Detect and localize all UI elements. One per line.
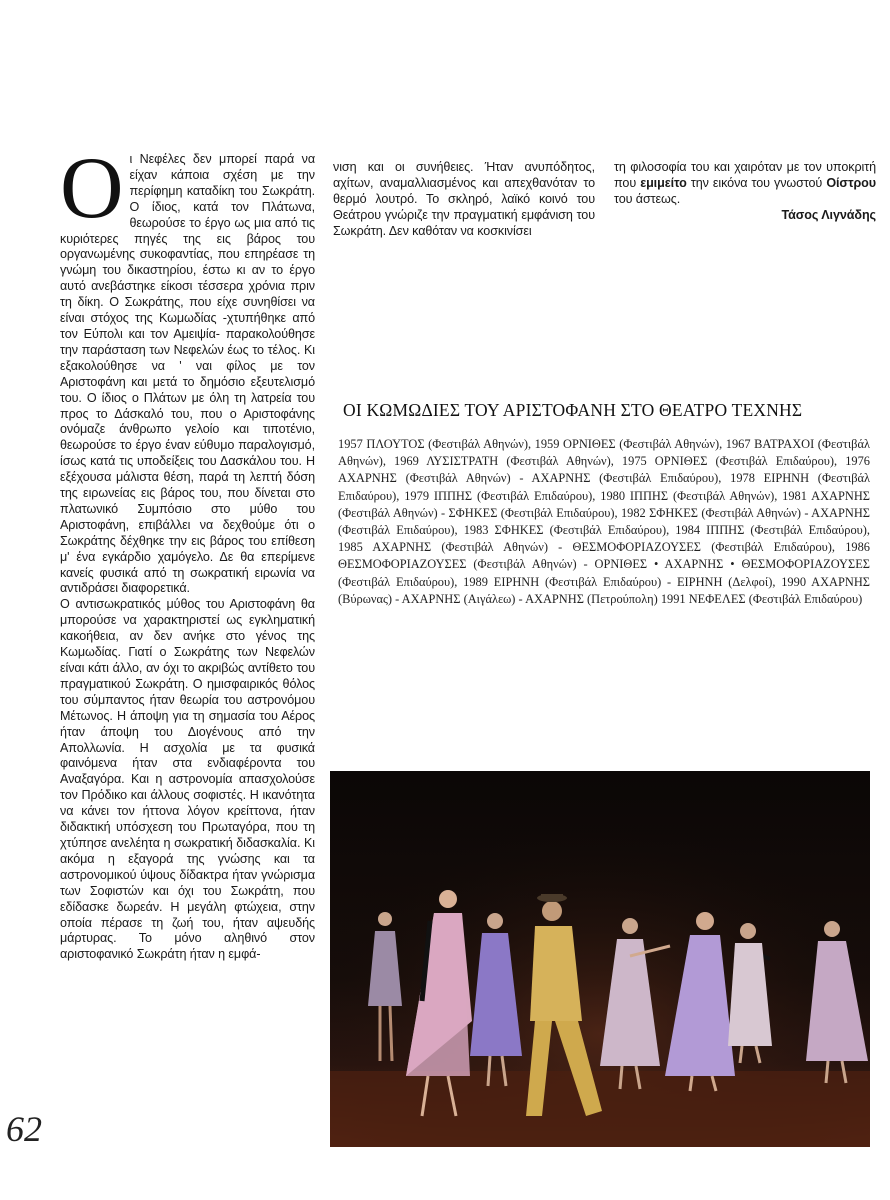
text-run: την εικόνα του γνωστού [686, 175, 827, 190]
drop-cap: Ο [60, 140, 124, 237]
stage-photo-illustration [330, 771, 870, 1147]
author-signature: Τάσος Λιγνάδης [781, 207, 876, 222]
article-column-3 [614, 160, 876, 224]
text-run: του άστεως. [614, 191, 681, 206]
article-column-1 [60, 140, 315, 963]
article-paragraph-3: νιση και οι συνήθειες. Ήταν ανυπόδητος, αχίτων, αναμαλλιασμένος και απεχθανόταν το θερμό λουτρό. Το σκληρό, λαϊκό κοινό του Θεάτρου γνώριζε την πραγματική εμφάνιση του Σωκράτη. Δεν καθόταν να κοσκινίσει [333, 160, 595, 238]
article-paragraph-2: Ο αντισωκρατικός μύθος του Αριστοφάνη θα μπορούσε να χαρακτηριστεί ως εγκληματική κακοήθεια, αν δεν ανήκε στο γένος της Κωμωδίας. Γιατί ο Σωκράτης των Νεφελών είναι κάτι άλλο, αν όχι το ακριβώς αντίθετο του πραγματικού Σωκράτη. Ο ημισφαιρικός θόλος του σύμπαντος ήταν θεωρία του αστρονόμου Μέτωνος. Η άποψη για τη σημασία του Αέρος ήταν άποψη του Διογένους από την Απολλωνία. Η ασχολία με τα φυσικά φαινόμενα ήταν στα ενδιαφέροντα του Αναξαγόρα. Και η αστρονομία απασχολούσε τον Πρόδικο και άλλους σοφιστές. Η ικανότητα να κάνει τον ήττονα λόγον κρείττονα, ήταν διδακτική υπόσχεση του Πρωταγόρα, που τη χτύπησε ανελέητα η σωκρατική διδασκαλία. Κι ακόμα η εξαγορά της γνώσης και τα αστρονομικού ύψους δίδακτρα ήταν γνώρισμα των Σοφιστών και όχι του Σωκράτη, που εδίδασκε δωρεάν. Η μεγάλη φτώχεια, στην οποία πέρασε τη ζωή του, ήταν αψευδής μάρτυρας. Το μόνο αληθινό στον αριστοφανικό Σωκράτη ήταν η εμφά- [60, 597, 315, 962]
stage-photo [330, 771, 870, 1147]
productions-title: ΟΙ ΚΩΜΩΔΙΕΣ ΤΟΥ ΑΡΙΣΤΟΦΑΝΗ ΣΤΟ ΘΕΑΤΡΟ ΤΕΧΝΗΣ [343, 400, 803, 420]
article-paragraph-1: ι Νεφέλες δεν μπορεί παρά να είχαν κάποια σχέση με την περίφημη καταδίκη του Σωκράτη. Ο ίδιος, κατά τον Πλάτωνα, θεωρούσε το έργο ως μια από τις κυριότερες πηγές της εις βάρος του οργανωμένης συκοφαντίας, που επηρέασε τη γνώμη του δικαστηρίου, έστω κι αν το έργο αυτό ανεβάστηκε είκοσι τέσσερα χρόνια πριν τη δίκη. Ο Σωκράτης, που είχε συνηθίσει να είναι στόχος της Κωμωδίας -χτυπήθηκε από τον Εύπολι και τον Αμειψία- παρακολούθησε την παράσταση των Νεφελών έως το τέλος. Κι εξακολούθησε να ' ναι φίλος με τον Αριστοφάνη και μετά το δημόσιο εξευτελισμό του. Ο ίδιος ο Πλάτων με όλη τη λατρεία του προς το Δάσκαλό του, που ο Αριστοφάνης ονόμαζε άνθρωπο γελοίο και τιποτένιο, θεωρούσε το έργο έναν εύθυμο παραλογισμό, ίσως κατά τις υποδείξεις του Δασκάλου του. Η εξέχουσα μάλιστα θέση, παρά τη λεπτή δόση της ειρωνείας εις βάρος του, που δίνεται στο πλατωνικό Συμπόσιο στο μύθο του Αριστοφάνη, επιβάλλει να δεχθούμε ότι ο Σωκράτης δέχθηκε την εις βάρος του επίθεση μ' ένα εγκάρδιο χαμόγελο. Δε θα επερίμενε κανείς φυσικά από τη σωκρατική ειρωνία να αντιδράσει διαφορετικά. [60, 152, 315, 596]
page-number: 62 [6, 1109, 42, 1149]
bold-word-emimeito: εμιμείτο [640, 175, 687, 190]
productions-list: 1957 ΠΛΟΥΤΟΣ (Φεστιβάλ Αθηνών), 1959 ΟΡΝΙΘΕΣ (Φεστιβάλ Αθηνών), 1967 ΒΑΤΡΑΧΟΙ (Φεστιβάλ Αθηνών), 1969 ΛΥΣΙΣΤΡΑΤΗ (Φεστιβάλ Αθηνών), 1975 ΟΡΝΙΘΕΣ (Φεστιβάλ Επιδαύρου), 1976 ΑΧΑΡΝΗΣ (Φεστιβάλ Αθηνών) - ΑΧΑΡΝΗΣ (Φεστιβάλ Επιδαύρου), 1978 ΕΙΡΗΝΗ (Φεστιβάλ Επιδαύρου), 1979 ΙΠΠΗΣ (Φεστιβάλ Επιδαύρου), 1980 ΙΠΠΗΣ (Φεστιβάλ Αθηνών), 1981 ΑΧΑΡΝΗΣ (Φεστιβάλ Αθηνών) - ΣΦΗΚΕΣ (Φεστιβάλ Επιδαύρου), 1982 ΣΦΗΚΕΣ (Φεστιβάλ Αθηνών) - ΑΧΑΡΝΗΣ (Φεστιβάλ Επιδαύρου), 1983 ΣΦΗΚΕΣ (Φεστιβάλ Επιδαύρου), 1984 ΙΠΠΗΣ (Φεστιβάλ Επιδαύρου), 1985 ΑΧΑΡΝΗΣ (Φεστιβάλ Αθηνών) - ΘΕΣΜΟΦΟΡΙΑΖΟΥΣΕΣ (Φεστιβάλ Επιδαύρου), 1986 ΘΕΣΜΟΦΟΡΙΑΖΟΥΣΕΣ (Φεστιβάλ Αθηνών) - ΟΡΝΙΘΕΣ • ΑΧΑΡΝΗΣ • ΘΕΣΜΟΦΟΡΙΑΖΟΥΣΕΣ (Φεστιβάλ Επιδαύρου), 1989 ΕΙΡΗΝΗ (Φεστιβάλ Επιδαύρου) - ΕΙΡΗΝΗ (Δελφοί), 1990 ΑΧΑΡΝΗΣ (Βύρωνας) - ΑΧΑΡΝΗΣ (Αιγάλεω) - ΑΧΑΡΝΗΣ (Πετρούπολη) 1991 ΝΕΦΕΛΕΣ (Φεστιβάλ Επιδαύρου) [338, 437, 870, 606]
article-column-2 [333, 160, 595, 240]
article-paragraph-4 [614, 160, 876, 208]
text-run: τη φιλοσοφία του και χαιρόταν με τον υποκριτή που [614, 160, 876, 190]
bold-word-oistrou: Οίστρου [826, 175, 876, 190]
